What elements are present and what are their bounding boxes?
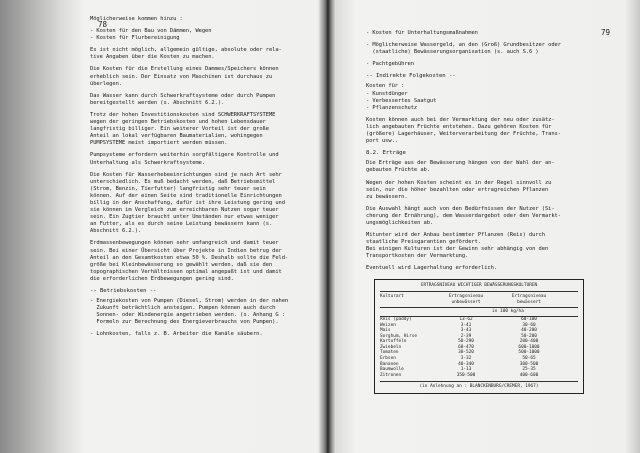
- text-paragraph: Eventuell wird Lagerhaltung erforderlich.: [366, 265, 498, 272]
- table-cell-unirrigated: 3-43: [460, 328, 472, 334]
- text-paragraph: Kosten können auch bei der Vermarktung der neu oder zusätz- lich angebauten Früchte entstehen. Dazu gehören Kosten für (größere) Lagerhäuser, Weiterverarbeitung der Früchte, Trans- port usw..: [366, 116, 561, 145]
- book-gutter: [318, 0, 336, 453]
- text-paragraph: Erdmassenbewegungen können sehr umfangreich und damit teuer sein. Bei einer Übersicht über Projekte in Indien betrug der Anteil an den Gesamtkosten etwa 50 %. Deshalb sollte die Feld- größe bei Kleinbewässerung so gewählt werden, daß sie den topographischen Verhältnissen optimal angepaßt ist und damit die erforderlichen Erdbewegungen gering sind.: [90, 240, 289, 282]
- table-cell-irrigated: 300-500: [519, 361, 539, 367]
- text-paragraph: - Pachtgebühren: [366, 61, 414, 68]
- section-heading: -- Betriebskosten --: [90, 288, 157, 294]
- table-cell-crop: Bananen: [380, 361, 399, 367]
- text-paragraph: Pumpsysteme erfordern weiterhin sorgfältigere Kontrolle und Unterhaltung als Schwerkraftsysteme.: [90, 152, 279, 166]
- column-header: Ertragsniveau bewässert: [511, 294, 547, 305]
- text-paragraph: Wegen der hohen Kosten scheint es in der Regel sinnvoll zu sein, nur die höher bezahlten oder ertragreichen Pflanzen zu bewässern.: [366, 179, 552, 200]
- text-paragraph: Es ist nicht möglich, allgemein gültige, absolute oder rela- tive Angaben über die Kosten zu machen.: [90, 47, 282, 61]
- text-paragraph: Möglicherweise kommen hinzu :: [90, 16, 183, 22]
- table-cell-unirrigated: 3-41: [460, 322, 472, 328]
- text-paragraph: Die Kosten für Wasserhebeeinrichtungen sind je nach Art sehr unterschiedlich. Es muß bedacht werden, daß Betriebsmittel (Strom, Benzin, Tierfutter) langfristig sehr teuer sein können. Auf der einen Seite sind traditionelle Einrichtungen billig in der Anschaffung, dafür ist ihre Leistung gering und sie können im Vergleich zum erreichbaren Nutzen sogar teuer sein. Ein Zugtier braucht unter Umständen nur etwas weniger an Futter, als es durch seine Leistung bewässern kann (s. Abschnitt 6.2.).: [90, 171, 285, 235]
- text-paragraph: Trotz der hohen Investitionskosten sind SCHWERKRAFTSYSTEME wegen der geringen Betriebskosten und hohen Lebensdauer langfristig billiger. Ein weiterer Vorteil ist der große Anteil an lokal verfügbaren Baumaterialien, wohingegen PUMPSYSTEME meist importiert werden müssen.: [90, 111, 276, 147]
- left-page: [0, 0, 318, 453]
- table-cell-irrigated: 500-1000: [518, 350, 540, 356]
- table-cell-crop: Zwiebeln: [380, 344, 402, 350]
- table-cell-unirrigated: 30-520: [458, 350, 474, 356]
- table-cell-crop: Reis (paddy): [380, 316, 412, 322]
- table-cell-irrigated: 50-200: [521, 333, 537, 339]
- table-cell-unirrigated: 1-13: [460, 367, 472, 373]
- table-cell-unirrigated: 3-32: [460, 356, 472, 362]
- yield-table: [374, 279, 584, 395]
- table-body: [380, 317, 578, 379]
- table-header-row: [380, 291, 578, 308]
- table-cell-irrigated: 60-100: [521, 316, 537, 322]
- text-paragraph: Die Erträge aus der Bewässerung hängen von der Wahl der an- gebauten Früchte ab.: [366, 160, 555, 174]
- text-paragraph: - Kosten für Unterhaltungsmaßnahmen: [366, 30, 478, 36]
- table-cell-irrigated: 30-60: [522, 322, 536, 328]
- table-cell-crop: Sorghum, Hirse: [380, 333, 418, 339]
- table-cell-irrigated: 400-600: [519, 372, 539, 378]
- text-paragraph: Das Wasser kann durch Schwerkraftsysteme oder durch Pumpen bereitgestellt werden (s. Abschnitt 6.2.).: [90, 92, 276, 106]
- table-cell-crop: Erbsen: [380, 356, 396, 362]
- table-cell-irrigated: 200-400: [519, 339, 539, 345]
- section-heading: 8.2. Erträge: [366, 150, 406, 157]
- table-footnote: (in Anlehnung an : BLANCKENBURG/CREMER, 1967): [380, 381, 578, 390]
- table-cell-irrigated: 25-35: [522, 367, 536, 373]
- column-header: Kulturart: [380, 294, 404, 300]
- table-cell-unirrigated: 2-39: [460, 333, 472, 339]
- page-number: 78: [98, 20, 108, 29]
- page-number: 79: [600, 28, 610, 37]
- table-cell-crop: Mais: [380, 328, 391, 334]
- table-unit-row: [380, 308, 578, 317]
- table-cell-crop: Tomaten: [380, 350, 399, 356]
- left-page-body: [90, 16, 308, 339]
- table-cell-crop: Kartoffeln: [380, 339, 407, 345]
- section-heading: -- Indirekte Folgekosten --: [366, 73, 456, 80]
- table-cell-unirrigated: 13-62: [459, 316, 473, 322]
- column-header: Ertragsniveau unbewässert: [448, 294, 484, 305]
- text-paragraph: - Lohnkosten, falls z. B. Arbeiter die Kanäle säubern.: [90, 331, 263, 338]
- text-paragraph: Die Auswahl hängt auch von den Bedürfnissen der Nutzer (Si- cherung der Ernährung), dem Wasserdargebot oder den Vermarkt- ungsmöglichkeiten ab.: [366, 205, 561, 226]
- table-cell-unirrigated: 350-500: [456, 372, 476, 378]
- table-title: ERTRAGSNIVEAU WICHTIGER BEWÄSSERUNGSKULTUREN: [420, 282, 538, 288]
- table-cell-crop: Zitronen: [380, 372, 402, 378]
- table-cell-unirrigated: 40-340: [458, 361, 474, 367]
- table-cell-unirrigated: 60-470: [458, 344, 474, 350]
- text-paragraph: Kosten für : - Kunstdünger - Verbessertes Saatgut - Pflanzenschutz: [366, 83, 437, 111]
- table-cell-crop: Weizen: [380, 322, 396, 328]
- table-unit: in 100 kg/ha: [492, 309, 524, 315]
- right-page: [336, 0, 640, 453]
- text-paragraph: - Energiekosten von Pumpen (Diesel, Strom) werden in der nahen Zukunft beträchtlich ansteigen. Pumpen können auch durch Sonnen- oder Windenergie angetrieben werden. (s. Anhang G : Formeln zur Berechnung des Energieverbrauchs von Pumpen).: [90, 298, 289, 326]
- table-cell-irrigated: 600-1000: [518, 344, 540, 350]
- table-cell-unirrigated: 50-290: [458, 339, 474, 345]
- table-cell-irrigated: 40-200: [521, 328, 537, 334]
- text-paragraph: - Möglicherweise Wassergeld, an den (Groß) Grundbesitzer oder (staatliche) Bewässerungsorganisation (s. auch S.6 ): [366, 42, 561, 56]
- right-page-body: [366, 30, 628, 273]
- table-cell-irrigated: 50-65: [522, 356, 536, 362]
- text-paragraph: Mitunter wird der Anbau bestimmter Pflanzen (Reis) durch staatliche Preisgarantien gefördert. Bei einigen Kulturen ist der Gewinn sehr abhängig von den Transportkosten der Vermarktung.: [366, 232, 549, 260]
- text-paragraph: Die Kosten für die Erstellung eines Dammes/Speichers können erheblich sein. Der Einsatz von Maschinen ist durchaus zu überlegen.: [90, 66, 279, 87]
- text-paragraph: - Kosten für den Bau von Dämmen, Wegen - Kosten für Flurbereinigung: [90, 28, 212, 42]
- table-cell-crop: Baumwolle: [380, 367, 404, 373]
- table-row: [380, 373, 578, 379]
